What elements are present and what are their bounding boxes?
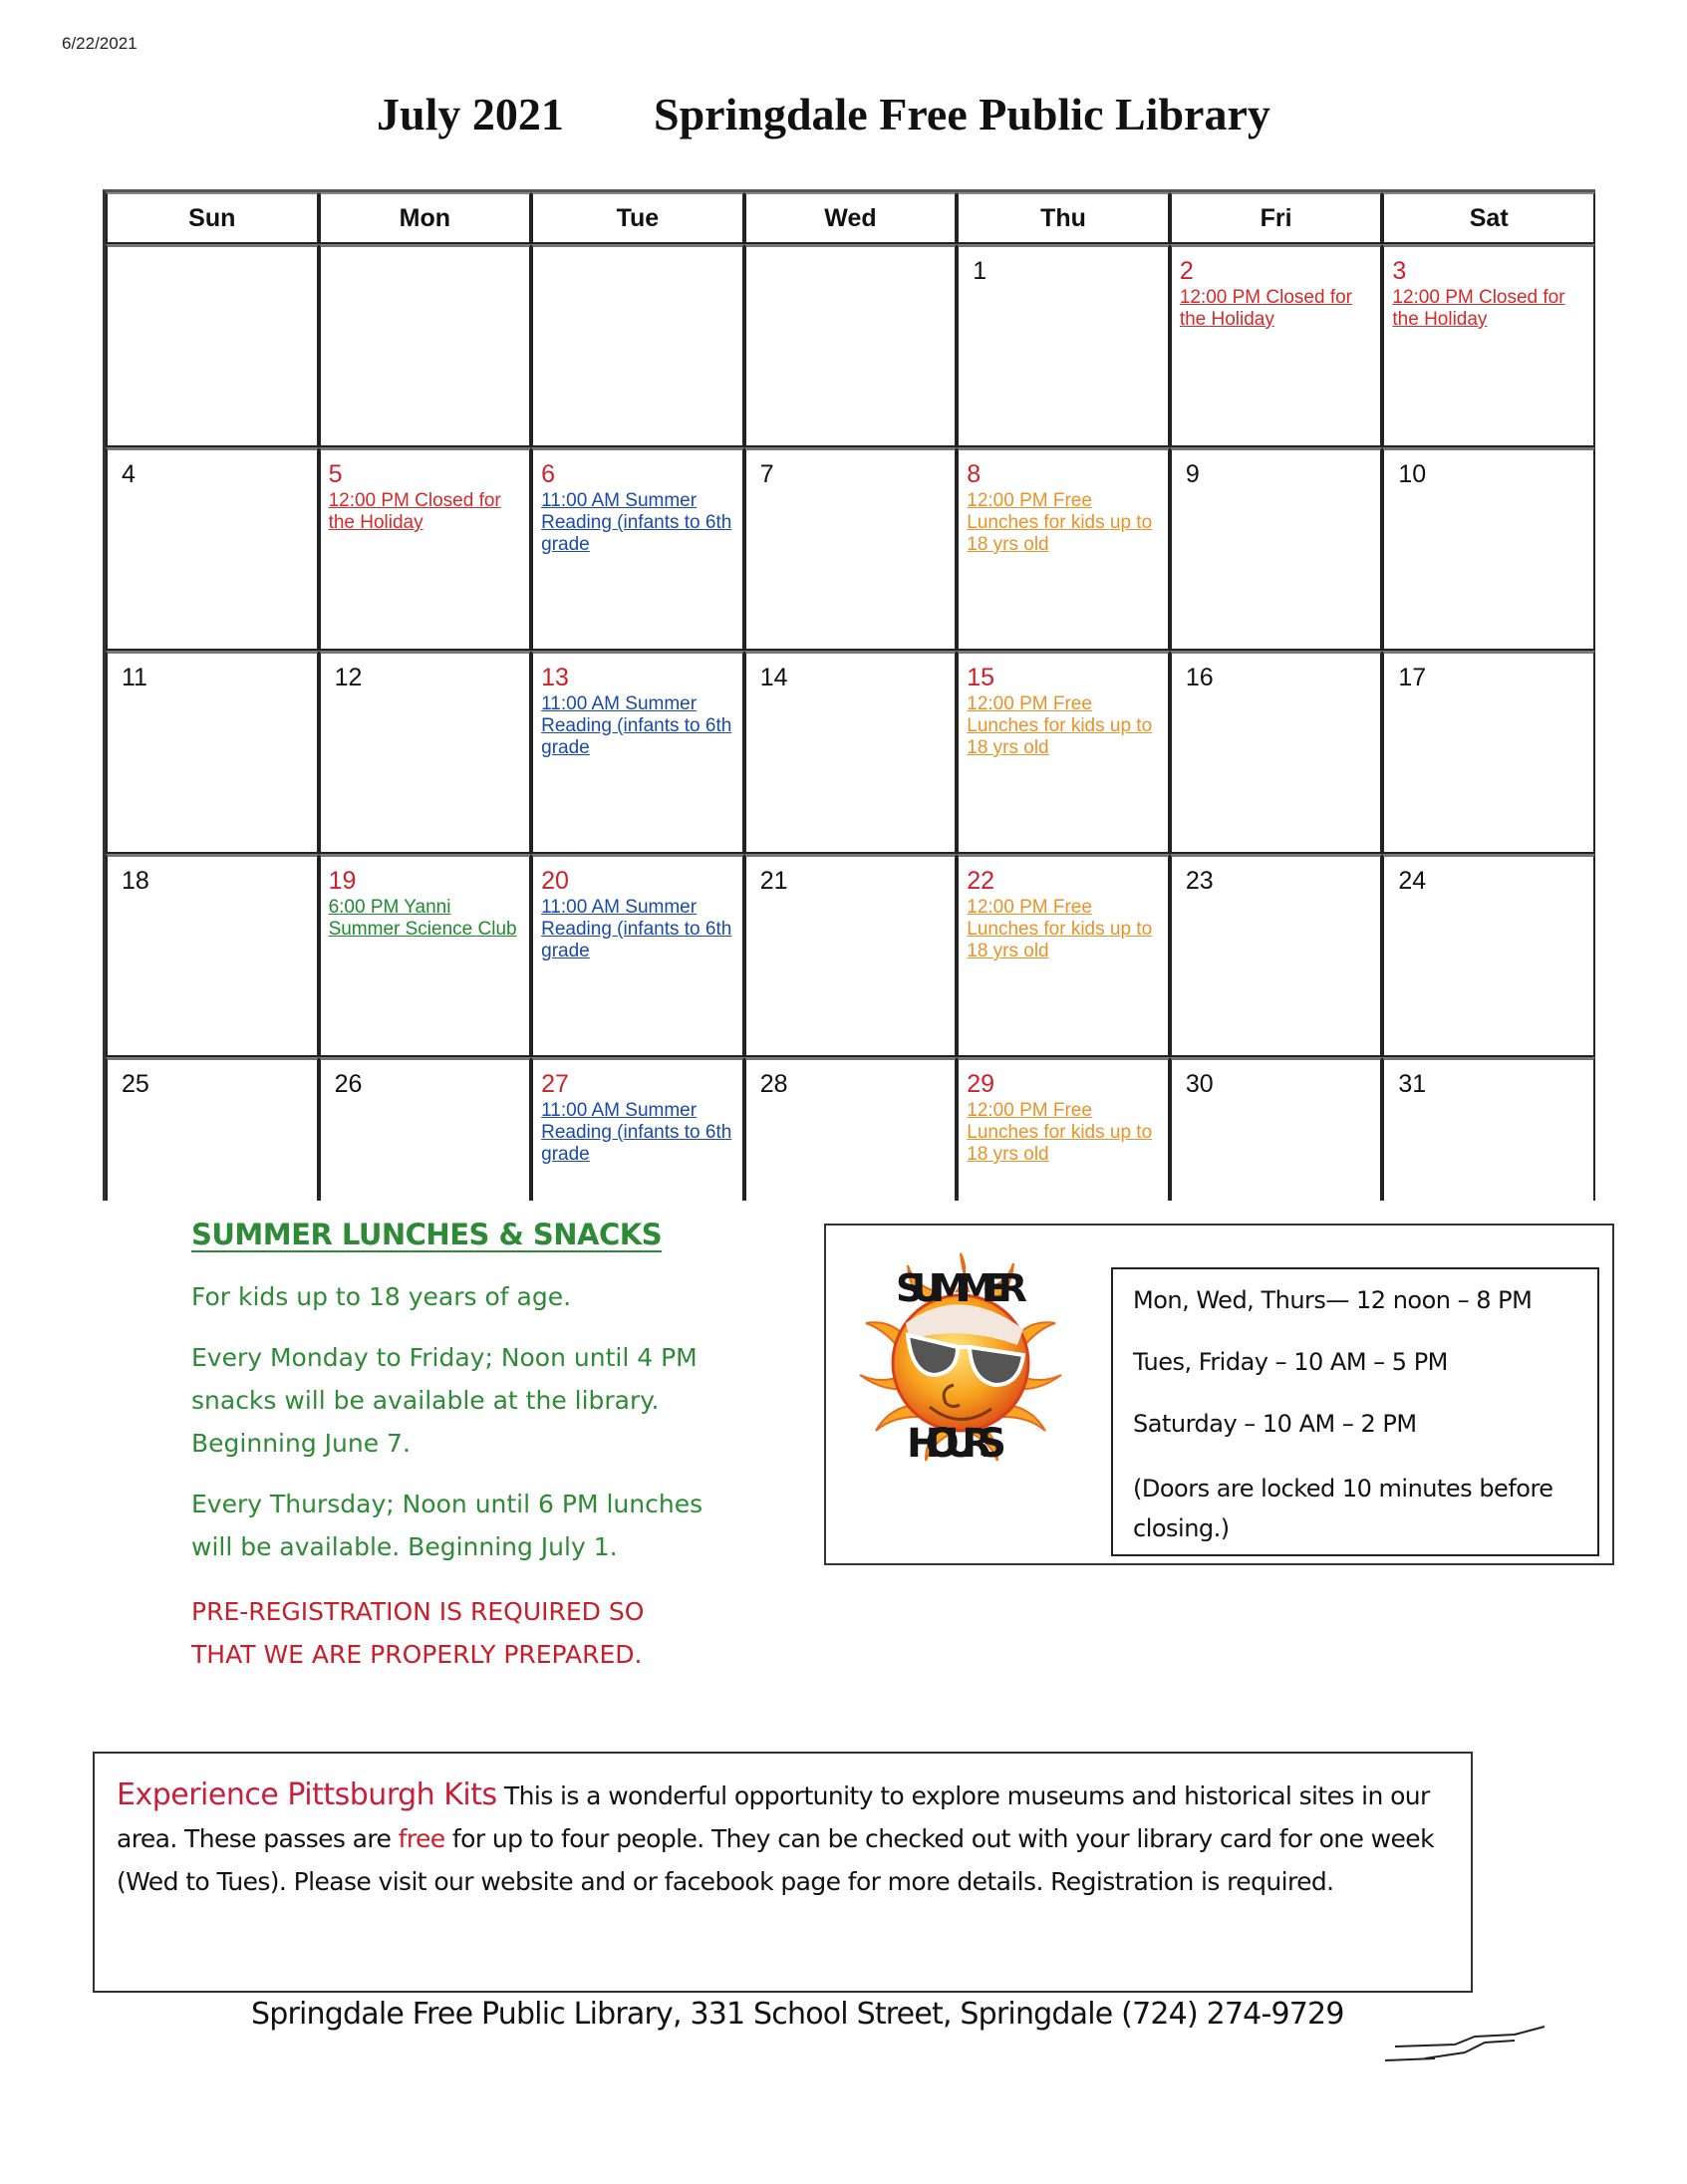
weekday-mon: Mon bbox=[319, 192, 532, 244]
day-cell bbox=[957, 244, 1170, 447]
summer-graphic-bottom: HOURS bbox=[907, 1421, 1004, 1467]
event-link-summer-reading[interactable]: 11:00 AM Summer Reading (infants to 6th grade bbox=[541, 897, 732, 961]
day-cell bbox=[106, 1057, 319, 1201]
day-number: 3 bbox=[1392, 257, 1407, 285]
kits-text-part1: This is a wonderful opportunity to explore museums and historical sites in our area. These passes are bbox=[117, 1781, 1430, 1853]
day-cell bbox=[1170, 651, 1383, 854]
weekday-sun: Sun bbox=[106, 192, 319, 244]
summer-graphic-top: SUMMER bbox=[896, 1266, 1025, 1310]
day-cell bbox=[744, 651, 958, 854]
day-number: 21 bbox=[759, 867, 788, 895]
day-number: 19 bbox=[328, 867, 357, 895]
title-library-name: Springdale Free Public Library bbox=[654, 89, 1270, 139]
day-number: 17 bbox=[1398, 664, 1427, 691]
day-cell bbox=[106, 447, 319, 651]
day-number: 16 bbox=[1185, 664, 1214, 691]
weekday-sat: Sat bbox=[1382, 192, 1595, 244]
day-number: 5 bbox=[328, 460, 343, 488]
event-link-free-lunches[interactable]: 12:00 PM Free Lunches for kids up to 18 yrs old bbox=[967, 897, 1153, 961]
event-link-summer-reading[interactable]: 11:00 AM Summer Reading (infants to 6th grade bbox=[541, 490, 732, 555]
pittsburgh-kits-title: Experience Pittsburgh Kits bbox=[117, 1777, 497, 1812]
day-cell bbox=[1382, 244, 1595, 447]
day-cell bbox=[1382, 854, 1595, 1057]
print-date: 6/22/2021 bbox=[62, 34, 138, 53]
day-cell bbox=[319, 651, 532, 854]
week-row bbox=[106, 1057, 1595, 1201]
day-number: 1 bbox=[973, 257, 987, 285]
day-number: 6 bbox=[541, 460, 556, 488]
page-title bbox=[0, 88, 1687, 147]
summer-lunches-heading: SUMMER LUNCHES & SNACKS bbox=[191, 1218, 663, 1251]
event-link-holiday[interactable]: 12:00 PM Closed for the Holiday bbox=[1392, 287, 1565, 330]
day-number: 14 bbox=[759, 664, 788, 691]
weekday-wed: Wed bbox=[744, 192, 958, 244]
day-cell-empty bbox=[106, 244, 319, 447]
day-cell bbox=[1382, 651, 1595, 854]
kits-text-part2: for up to four people. They can be checked out with your library card for one week (Wed to Tues). Please visit our website and or facebook page for more details. Registration is required. bbox=[117, 1824, 1434, 1896]
day-number: 29 bbox=[967, 1070, 995, 1098]
day-number: 23 bbox=[1185, 867, 1214, 895]
day-number: 26 bbox=[334, 1070, 363, 1098]
week-row bbox=[106, 854, 1595, 1057]
day-number: 20 bbox=[541, 867, 569, 895]
day-cell bbox=[957, 854, 1170, 1057]
day-cell bbox=[744, 447, 958, 651]
day-number: 30 bbox=[1185, 1070, 1214, 1098]
calendar-grid bbox=[103, 189, 1595, 1201]
day-number: 9 bbox=[1185, 460, 1200, 488]
lunches-paragraph: For kids up to 18 years of age. bbox=[191, 1282, 572, 1311]
day-cell bbox=[1170, 244, 1383, 447]
day-number: 12 bbox=[334, 664, 363, 691]
hours-line-sat: Saturday – 10 AM – 2 PM bbox=[1133, 1410, 1417, 1438]
event-link-free-lunches[interactable]: 12:00 PM Free Lunches for kids up to 18 yrs old bbox=[967, 1100, 1153, 1165]
weekday-thu: Thu bbox=[957, 192, 1170, 244]
hours-list-box bbox=[1111, 1267, 1599, 1556]
weekday-tue: Tue bbox=[531, 192, 744, 244]
day-cell bbox=[531, 651, 744, 854]
day-cell bbox=[1382, 447, 1595, 651]
day-number: 2 bbox=[1179, 257, 1194, 285]
hours-line-mon-wed-thu: Mon, Wed, Thurs— 12 noon – 8 PM bbox=[1133, 1286, 1533, 1314]
event-link-summer-reading[interactable]: 11:00 AM Summer Reading (infants to 6th grade bbox=[541, 693, 732, 758]
weekday-header-row bbox=[106, 192, 1595, 244]
summer-hours-box bbox=[824, 1224, 1614, 1565]
hours-note: (Doors are locked 10 minutes before closing.) bbox=[1133, 1475, 1553, 1542]
day-cell bbox=[1382, 1057, 1595, 1201]
preregistration-warning: PRE-REGISTRATION IS REQUIRED SO THAT WE ARE PROPERLY PREPARED. bbox=[191, 1597, 645, 1669]
day-number: 18 bbox=[122, 867, 149, 895]
day-cell bbox=[531, 1057, 744, 1201]
day-cell bbox=[319, 1057, 532, 1201]
sun-with-sunglasses-icon bbox=[846, 1235, 1075, 1475]
lunches-paragraph: Every Monday to Friday; Noon until 4 PM snacks will be available at the library. Beginning June 7. bbox=[191, 1343, 698, 1458]
day-cell bbox=[1170, 447, 1383, 651]
footer-address: Springdale Free Public Library, 331 School Street, Springdale (724) 274-9729 bbox=[251, 1997, 1344, 2032]
day-cell-empty bbox=[319, 244, 532, 447]
day-cell bbox=[744, 854, 958, 1057]
event-link-free-lunches[interactable]: 12:00 PM Free Lunches for kids up to 18 yrs old bbox=[967, 490, 1153, 555]
day-cell bbox=[531, 447, 744, 651]
pittsburgh-kits-box bbox=[93, 1752, 1473, 1993]
event-link-holiday[interactable]: 12:00 PM Closed for the Holiday bbox=[328, 490, 501, 533]
day-cell-empty bbox=[744, 244, 958, 447]
event-link-summer-reading[interactable]: 11:00 AM Summer Reading (infants to 6th grade bbox=[541, 1100, 732, 1165]
signature-scribble-icon bbox=[1385, 2017, 1564, 2066]
day-cell bbox=[957, 1057, 1170, 1201]
day-cell bbox=[1170, 1057, 1383, 1201]
day-number: 11 bbox=[122, 664, 147, 691]
day-number: 10 bbox=[1398, 460, 1427, 488]
day-cell bbox=[1170, 854, 1383, 1057]
summer-lunches-section bbox=[191, 1208, 709, 1676]
day-cell bbox=[319, 447, 532, 651]
day-number: 27 bbox=[541, 1070, 569, 1098]
day-number: 15 bbox=[967, 664, 995, 691]
day-number: 13 bbox=[541, 664, 569, 691]
hours-line-tue-fri: Tues, Friday – 10 AM – 5 PM bbox=[1133, 1348, 1448, 1376]
day-number: 31 bbox=[1398, 1070, 1427, 1098]
day-cell bbox=[106, 651, 319, 854]
day-number: 22 bbox=[967, 867, 995, 895]
event-link-holiday[interactable]: 12:00 PM Closed for the Holiday bbox=[1179, 287, 1353, 330]
day-cell bbox=[531, 854, 744, 1057]
day-number: 4 bbox=[122, 460, 136, 488]
calendar-table bbox=[106, 192, 1595, 1201]
day-cell bbox=[744, 1057, 958, 1201]
weekday-fri: Fri bbox=[1170, 192, 1383, 244]
day-number: 28 bbox=[759, 1070, 788, 1098]
day-number: 8 bbox=[967, 460, 982, 488]
day-cell bbox=[957, 651, 1170, 854]
day-cell-empty bbox=[531, 244, 744, 447]
event-link-science-club[interactable]: 6:00 PM Yanni Summer Science Club bbox=[328, 897, 517, 940]
day-number: 24 bbox=[1398, 867, 1427, 895]
week-row bbox=[106, 447, 1595, 651]
lunches-paragraph: Every Thursday; Noon until 6 PM lunches will be available. Beginning July 1. bbox=[191, 1490, 703, 1561]
event-link-free-lunches[interactable]: 12:00 PM Free Lunches for kids up to 18 yrs old bbox=[967, 693, 1153, 758]
week-row bbox=[106, 244, 1595, 447]
week-row bbox=[106, 651, 1595, 854]
kits-free-word: free bbox=[398, 1824, 445, 1853]
day-cell bbox=[957, 447, 1170, 651]
day-number: 7 bbox=[759, 460, 774, 488]
day-cell bbox=[319, 854, 532, 1057]
day-number: 25 bbox=[122, 1070, 149, 1098]
day-cell bbox=[106, 854, 319, 1057]
title-month: July 2021 bbox=[377, 89, 564, 139]
